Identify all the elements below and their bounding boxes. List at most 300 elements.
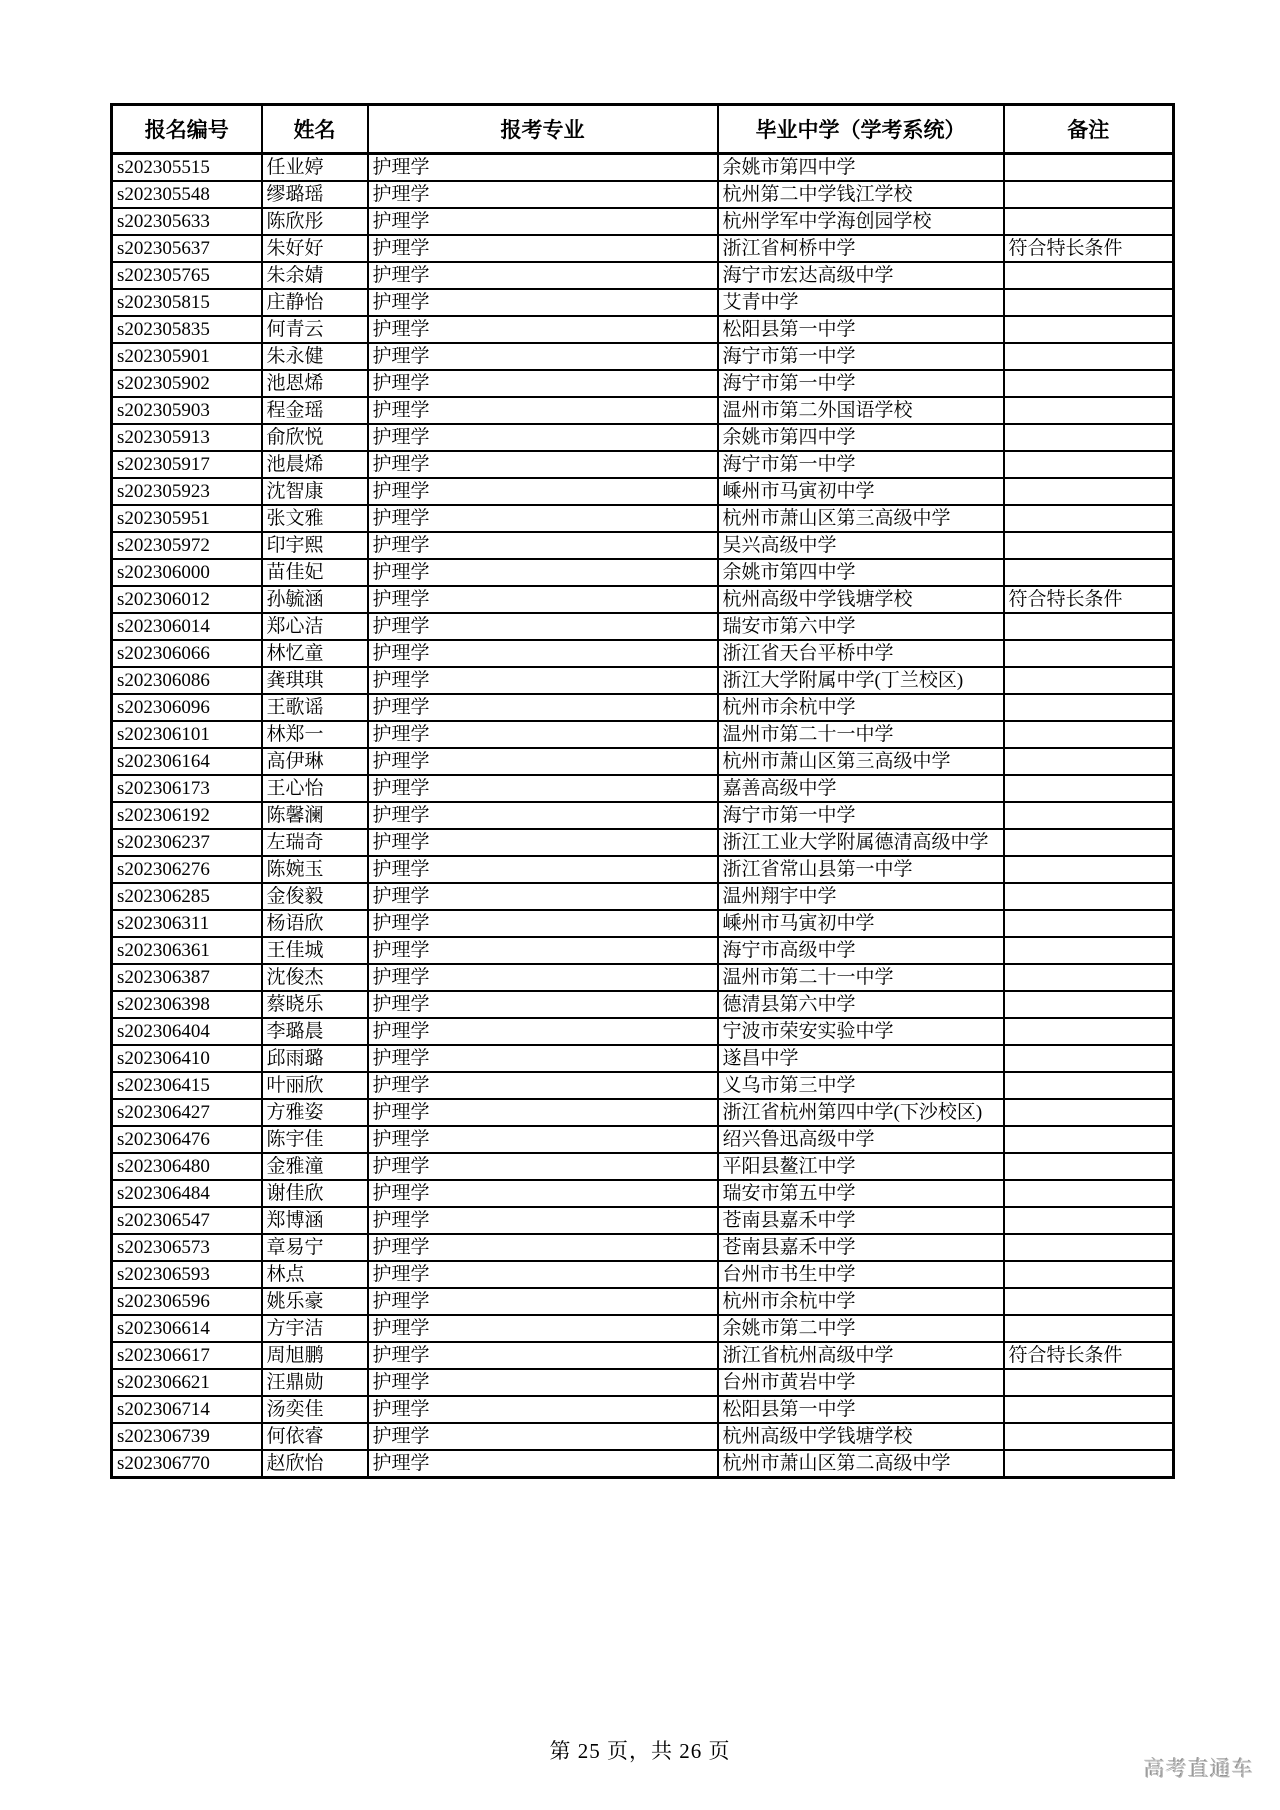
table-row <box>112 1126 1174 1153</box>
page-number-footer: 第 25 页，共 26 页 <box>549 1739 731 1763</box>
table-row <box>112 370 1174 397</box>
cell-remark <box>1004 1288 1174 1315</box>
cell-name: 李璐晨 <box>262 1018 368 1045</box>
table-row <box>112 1315 1174 1342</box>
cell-reg-no: s202305902 <box>112 370 262 397</box>
cell-major: 护理学 <box>368 532 718 559</box>
cell-reg-no: s202306614 <box>112 1315 262 1342</box>
cell-reg-no: s202306173 <box>112 775 262 802</box>
table-row <box>112 748 1174 775</box>
cell-school: 海宁市第一中学 <box>718 343 1004 370</box>
cell-school: 浙江省杭州第四中学(下沙校区) <box>718 1099 1004 1126</box>
cell-remark <box>1004 1369 1174 1396</box>
cell-remark <box>1004 1261 1174 1288</box>
cell-remark: 符合特长条件 <box>1004 235 1174 262</box>
cell-remark <box>1004 1099 1174 1126</box>
roster-table-container <box>110 103 1175 1479</box>
cell-school: 余姚市第四中学 <box>718 424 1004 451</box>
cell-reg-no: s202306387 <box>112 964 262 991</box>
table-row <box>112 181 1174 208</box>
table-row <box>112 1180 1174 1207</box>
cell-reg-no: s202305972 <box>112 532 262 559</box>
table-row <box>112 1369 1174 1396</box>
cell-school: 海宁市宏达高级中学 <box>718 262 1004 289</box>
cell-name: 金雅潼 <box>262 1153 368 1180</box>
cell-name: 王歌谣 <box>262 694 368 721</box>
cell-reg-no: s202306086 <box>112 667 262 694</box>
table-row <box>112 829 1174 856</box>
cell-name: 任业婷 <box>262 154 368 182</box>
cell-remark <box>1004 181 1174 208</box>
cell-major: 护理学 <box>368 856 718 883</box>
cell-school: 浙江大学附属中学(丁兰校区) <box>718 667 1004 694</box>
cell-major: 护理学 <box>368 505 718 532</box>
cell-major: 护理学 <box>368 370 718 397</box>
col-header-school: 毕业中学（学考系统） <box>718 105 1004 154</box>
cell-school: 浙江省杭州高级中学 <box>718 1342 1004 1369</box>
cell-major: 护理学 <box>368 667 718 694</box>
cell-major: 护理学 <box>368 964 718 991</box>
cell-remark <box>1004 1207 1174 1234</box>
cell-major: 护理学 <box>368 262 718 289</box>
cell-name: 缪璐瑶 <box>262 181 368 208</box>
cell-school: 浙江省柯桥中学 <box>718 235 1004 262</box>
cell-name: 姚乐豪 <box>262 1288 368 1315</box>
cell-name: 沈俊杰 <box>262 964 368 991</box>
cell-school: 苍南县嘉禾中学 <box>718 1207 1004 1234</box>
cell-remark <box>1004 910 1174 937</box>
cell-major: 护理学 <box>368 694 718 721</box>
cell-school: 苍南县嘉禾中学 <box>718 1234 1004 1261</box>
cell-reg-no: s202306476 <box>112 1126 262 1153</box>
cell-reg-no: s202306164 <box>112 748 262 775</box>
cell-school: 温州市第二外国语学校 <box>718 397 1004 424</box>
cell-major: 护理学 <box>368 1126 718 1153</box>
table-row <box>112 667 1174 694</box>
table-row <box>112 262 1174 289</box>
cell-name: 高伊琳 <box>262 748 368 775</box>
cell-remark: 符合特长条件 <box>1004 1342 1174 1369</box>
table-row <box>112 424 1174 451</box>
cell-name: 陈宇佳 <box>262 1126 368 1153</box>
cell-name: 何依睿 <box>262 1423 368 1450</box>
cell-school: 海宁市第一中学 <box>718 370 1004 397</box>
cell-reg-no: s202305637 <box>112 235 262 262</box>
table-row <box>112 451 1174 478</box>
cell-major: 护理学 <box>368 1207 718 1234</box>
cell-remark <box>1004 1396 1174 1423</box>
cell-school: 杭州市萧山区第二高级中学 <box>718 1450 1004 1478</box>
cell-remark <box>1004 640 1174 667</box>
cell-major: 护理学 <box>368 1288 718 1315</box>
cell-reg-no: s202306192 <box>112 802 262 829</box>
cell-remark <box>1004 559 1174 586</box>
table-row <box>112 802 1174 829</box>
cell-major: 护理学 <box>368 1450 718 1478</box>
cell-major: 护理学 <box>368 289 718 316</box>
cell-remark <box>1004 289 1174 316</box>
cell-name: 程金瑶 <box>262 397 368 424</box>
cell-reg-no: s202306617 <box>112 1342 262 1369</box>
cell-school: 杭州学军中学海创园学校 <box>718 208 1004 235</box>
cell-major: 护理学 <box>368 1072 718 1099</box>
table-row <box>112 1018 1174 1045</box>
cell-school: 温州市第二十一中学 <box>718 964 1004 991</box>
cell-school: 嘉善高级中学 <box>718 775 1004 802</box>
table-row <box>112 856 1174 883</box>
cell-remark <box>1004 154 1174 182</box>
cell-remark <box>1004 829 1174 856</box>
cell-school: 台州市黄岩中学 <box>718 1369 1004 1396</box>
cell-major: 护理学 <box>368 1018 718 1045</box>
table-row <box>112 775 1174 802</box>
cell-major: 护理学 <box>368 802 718 829</box>
cell-remark <box>1004 721 1174 748</box>
cell-major: 护理学 <box>368 343 718 370</box>
cell-name: 俞欣悦 <box>262 424 368 451</box>
cell-school: 余姚市第二中学 <box>718 1315 1004 1342</box>
cell-name: 印宇熙 <box>262 532 368 559</box>
table-row <box>112 1045 1174 1072</box>
cell-major: 护理学 <box>368 316 718 343</box>
applicants-table <box>110 103 1175 1479</box>
cell-school: 杭州市萧山区第三高级中学 <box>718 748 1004 775</box>
header-row <box>112 105 1174 154</box>
cell-school: 海宁市第一中学 <box>718 451 1004 478</box>
cell-school: 艾青中学 <box>718 289 1004 316</box>
cell-reg-no: s202305901 <box>112 343 262 370</box>
cell-name: 章易宁 <box>262 1234 368 1261</box>
cell-name: 王心怡 <box>262 775 368 802</box>
cell-major: 护理学 <box>368 451 718 478</box>
table-row <box>112 964 1174 991</box>
table-row <box>112 883 1174 910</box>
cell-reg-no: s202306361 <box>112 937 262 964</box>
cell-reg-no: s202305765 <box>112 262 262 289</box>
cell-name: 陈欣彤 <box>262 208 368 235</box>
cell-school: 海宁市高级中学 <box>718 937 1004 964</box>
cell-remark <box>1004 478 1174 505</box>
table-row <box>112 1450 1174 1478</box>
cell-name: 方雅姿 <box>262 1099 368 1126</box>
cell-major: 护理学 <box>368 154 718 182</box>
cell-name: 庄静怡 <box>262 289 368 316</box>
cell-reg-no: s202306547 <box>112 1207 262 1234</box>
cell-name: 谢佳欣 <box>262 1180 368 1207</box>
cell-school: 吴兴高级中学 <box>718 532 1004 559</box>
table-row <box>112 1288 1174 1315</box>
table-row <box>112 397 1174 424</box>
cell-reg-no: s202306596 <box>112 1288 262 1315</box>
table-row <box>112 910 1174 937</box>
cell-school: 余姚市第四中学 <box>718 559 1004 586</box>
cell-reg-no: s202306415 <box>112 1072 262 1099</box>
cell-remark <box>1004 883 1174 910</box>
cell-reg-no: s202306237 <box>112 829 262 856</box>
cell-school: 杭州第二中学钱江学校 <box>718 181 1004 208</box>
cell-remark <box>1004 802 1174 829</box>
cell-major: 护理学 <box>368 181 718 208</box>
cell-reg-no: s202306427 <box>112 1099 262 1126</box>
cell-remark: 符合特长条件 <box>1004 586 1174 613</box>
table-row <box>112 1396 1174 1423</box>
cell-major: 护理学 <box>368 613 718 640</box>
cell-major: 护理学 <box>368 640 718 667</box>
cell-reg-no: s202306410 <box>112 1045 262 1072</box>
cell-major: 护理学 <box>368 1342 718 1369</box>
cell-major: 护理学 <box>368 775 718 802</box>
cell-major: 护理学 <box>368 937 718 964</box>
col-header-major: 报考专业 <box>368 105 718 154</box>
cell-school: 浙江工业大学附属德清高级中学 <box>718 829 1004 856</box>
cell-name: 何青云 <box>262 316 368 343</box>
table-row <box>112 937 1174 964</box>
cell-remark <box>1004 397 1174 424</box>
cell-major: 护理学 <box>368 424 718 451</box>
cell-name: 朱好好 <box>262 235 368 262</box>
cell-reg-no: s202305515 <box>112 154 262 182</box>
cell-remark <box>1004 1450 1174 1478</box>
cell-name: 杨语欣 <box>262 910 368 937</box>
table-row <box>112 991 1174 1018</box>
cell-remark <box>1004 1018 1174 1045</box>
cell-school: 松阳县第一中学 <box>718 1396 1004 1423</box>
table-row <box>112 1342 1174 1369</box>
cell-name: 林忆童 <box>262 640 368 667</box>
cell-reg-no: s202306404 <box>112 1018 262 1045</box>
cell-reg-no: s202306770 <box>112 1450 262 1478</box>
cell-major: 护理学 <box>368 397 718 424</box>
cell-school: 浙江省天台平桥中学 <box>718 640 1004 667</box>
cell-school: 浙江省常山县第一中学 <box>718 856 1004 883</box>
table-row <box>112 1099 1174 1126</box>
table-header <box>112 105 1174 154</box>
cell-reg-no: s202306480 <box>112 1153 262 1180</box>
table-row <box>112 154 1174 182</box>
watermark-text: 高考直通车 <box>1144 1757 1254 1781</box>
cell-name: 汤奕佳 <box>262 1396 368 1423</box>
cell-reg-no: s202305633 <box>112 208 262 235</box>
table-row <box>112 208 1174 235</box>
cell-name: 孙毓涵 <box>262 586 368 613</box>
cell-remark <box>1004 775 1174 802</box>
cell-remark <box>1004 316 1174 343</box>
cell-school: 温州翔宇中学 <box>718 883 1004 910</box>
cell-school: 德清县第六中学 <box>718 991 1004 1018</box>
table-row <box>112 316 1174 343</box>
cell-reg-no: s202305913 <box>112 424 262 451</box>
cell-name: 陈馨澜 <box>262 802 368 829</box>
table-row <box>112 343 1174 370</box>
cell-remark <box>1004 694 1174 721</box>
cell-name: 方宇洁 <box>262 1315 368 1342</box>
cell-reg-no: s202306593 <box>112 1261 262 1288</box>
cell-major: 护理学 <box>368 1180 718 1207</box>
cell-major: 护理学 <box>368 1153 718 1180</box>
cell-remark <box>1004 424 1174 451</box>
cell-reg-no: s202306000 <box>112 559 262 586</box>
cell-name: 林郑一 <box>262 721 368 748</box>
col-header-name: 姓名 <box>262 105 368 154</box>
table-row <box>112 613 1174 640</box>
cell-school: 杭州市余杭中学 <box>718 1288 1004 1315</box>
cell-school: 遂昌中学 <box>718 1045 1004 1072</box>
cell-major: 护理学 <box>368 559 718 586</box>
cell-name: 邱雨璐 <box>262 1045 368 1072</box>
cell-reg-no: s202306285 <box>112 883 262 910</box>
cell-major: 护理学 <box>368 586 718 613</box>
cell-school: 瑞安市第六中学 <box>718 613 1004 640</box>
cell-name: 池恩烯 <box>262 370 368 397</box>
table-row <box>112 532 1174 559</box>
cell-major: 护理学 <box>368 1423 718 1450</box>
cell-school: 温州市第二十一中学 <box>718 721 1004 748</box>
cell-reg-no: s202305815 <box>112 289 262 316</box>
table-row <box>112 721 1174 748</box>
col-header-reg-no: 报名编号 <box>112 105 262 154</box>
cell-major: 护理学 <box>368 883 718 910</box>
cell-name: 蔡晓乐 <box>262 991 368 1018</box>
cell-reg-no: s202306311 <box>112 910 262 937</box>
cell-major: 护理学 <box>368 748 718 775</box>
cell-remark <box>1004 1180 1174 1207</box>
cell-major: 护理学 <box>368 1045 718 1072</box>
col-header-remark: 备注 <box>1004 105 1174 154</box>
cell-remark <box>1004 1045 1174 1072</box>
cell-name: 龚琪琪 <box>262 667 368 694</box>
cell-school: 嵊州市马寅初中学 <box>718 910 1004 937</box>
cell-name: 汪鼎勋 <box>262 1369 368 1396</box>
table-row <box>112 640 1174 667</box>
cell-name: 周旭鹏 <box>262 1342 368 1369</box>
table-row <box>112 1072 1174 1099</box>
cell-remark <box>1004 1423 1174 1450</box>
cell-remark <box>1004 343 1174 370</box>
cell-reg-no: s202306014 <box>112 613 262 640</box>
cell-reg-no: s202305917 <box>112 451 262 478</box>
cell-remark <box>1004 262 1174 289</box>
cell-school: 杭州高级中学钱塘学校 <box>718 1423 1004 1450</box>
cell-school: 平阳县鳌江中学 <box>718 1153 1004 1180</box>
cell-reg-no: s202306573 <box>112 1234 262 1261</box>
cell-school: 余姚市第四中学 <box>718 154 1004 182</box>
cell-reg-no: s202306714 <box>112 1396 262 1423</box>
cell-remark <box>1004 856 1174 883</box>
cell-reg-no: s202306101 <box>112 721 262 748</box>
cell-reg-no: s202306484 <box>112 1180 262 1207</box>
cell-remark <box>1004 208 1174 235</box>
table-row <box>112 235 1174 262</box>
cell-remark <box>1004 451 1174 478</box>
cell-name: 郑博涵 <box>262 1207 368 1234</box>
cell-name: 朱余婧 <box>262 262 368 289</box>
cell-reg-no: s202305951 <box>112 505 262 532</box>
table-row <box>112 478 1174 505</box>
table-row <box>112 1234 1174 1261</box>
cell-name: 沈智康 <box>262 478 368 505</box>
cell-school: 宁波市荣安实验中学 <box>718 1018 1004 1045</box>
cell-reg-no: s202305548 <box>112 181 262 208</box>
cell-name: 池晨烯 <box>262 451 368 478</box>
cell-remark <box>1004 937 1174 964</box>
cell-major: 护理学 <box>368 235 718 262</box>
cell-reg-no: s202306739 <box>112 1423 262 1450</box>
cell-remark <box>1004 1072 1174 1099</box>
cell-remark <box>1004 667 1174 694</box>
cell-school: 杭州高级中学钱塘学校 <box>718 586 1004 613</box>
cell-major: 护理学 <box>368 1396 718 1423</box>
cell-remark <box>1004 991 1174 1018</box>
cell-name: 金俊毅 <box>262 883 368 910</box>
cell-school: 绍兴鲁迅高级中学 <box>718 1126 1004 1153</box>
cell-remark <box>1004 370 1174 397</box>
cell-school: 杭州市萧山区第三高级中学 <box>718 505 1004 532</box>
cell-name: 王佳城 <box>262 937 368 964</box>
cell-school: 海宁市第一中学 <box>718 802 1004 829</box>
table-row <box>112 289 1174 316</box>
cell-major: 护理学 <box>368 721 718 748</box>
table-body <box>112 154 1174 1478</box>
cell-reg-no: s202306066 <box>112 640 262 667</box>
cell-remark <box>1004 505 1174 532</box>
cell-name: 叶丽欣 <box>262 1072 368 1099</box>
cell-major: 护理学 <box>368 1261 718 1288</box>
cell-remark <box>1004 532 1174 559</box>
cell-school: 松阳县第一中学 <box>718 316 1004 343</box>
cell-major: 护理学 <box>368 1369 718 1396</box>
cell-remark <box>1004 748 1174 775</box>
table-row <box>112 1207 1174 1234</box>
cell-remark <box>1004 964 1174 991</box>
cell-major: 护理学 <box>368 478 718 505</box>
table-row <box>112 505 1174 532</box>
cell-reg-no: s202305923 <box>112 478 262 505</box>
cell-school: 瑞安市第五中学 <box>718 1180 1004 1207</box>
cell-school: 嵊州市马寅初中学 <box>718 478 1004 505</box>
cell-name: 张文雅 <box>262 505 368 532</box>
cell-reg-no: s202306398 <box>112 991 262 1018</box>
cell-major: 护理学 <box>368 1234 718 1261</box>
cell-major: 护理学 <box>368 829 718 856</box>
cell-remark <box>1004 1234 1174 1261</box>
cell-reg-no: s202306621 <box>112 1369 262 1396</box>
cell-major: 护理学 <box>368 991 718 1018</box>
cell-name: 苗佳妃 <box>262 559 368 586</box>
table-row <box>112 559 1174 586</box>
table-row <box>112 1423 1174 1450</box>
cell-major: 护理学 <box>368 208 718 235</box>
cell-school: 杭州市余杭中学 <box>718 694 1004 721</box>
cell-reg-no: s202305835 <box>112 316 262 343</box>
cell-school: 义乌市第三中学 <box>718 1072 1004 1099</box>
cell-remark <box>1004 613 1174 640</box>
cell-name: 左瑞奇 <box>262 829 368 856</box>
cell-major: 护理学 <box>368 910 718 937</box>
cell-remark <box>1004 1153 1174 1180</box>
cell-major: 护理学 <box>368 1315 718 1342</box>
cell-reg-no: s202306096 <box>112 694 262 721</box>
cell-name: 郑心洁 <box>262 613 368 640</box>
table-row <box>112 694 1174 721</box>
cell-name: 赵欣怡 <box>262 1450 368 1478</box>
cell-school: 台州市书生中学 <box>718 1261 1004 1288</box>
cell-reg-no: s202305903 <box>112 397 262 424</box>
cell-reg-no: s202306012 <box>112 586 262 613</box>
cell-name: 朱永健 <box>262 343 368 370</box>
table-row <box>112 1261 1174 1288</box>
cell-remark <box>1004 1126 1174 1153</box>
cell-major: 护理学 <box>368 1099 718 1126</box>
